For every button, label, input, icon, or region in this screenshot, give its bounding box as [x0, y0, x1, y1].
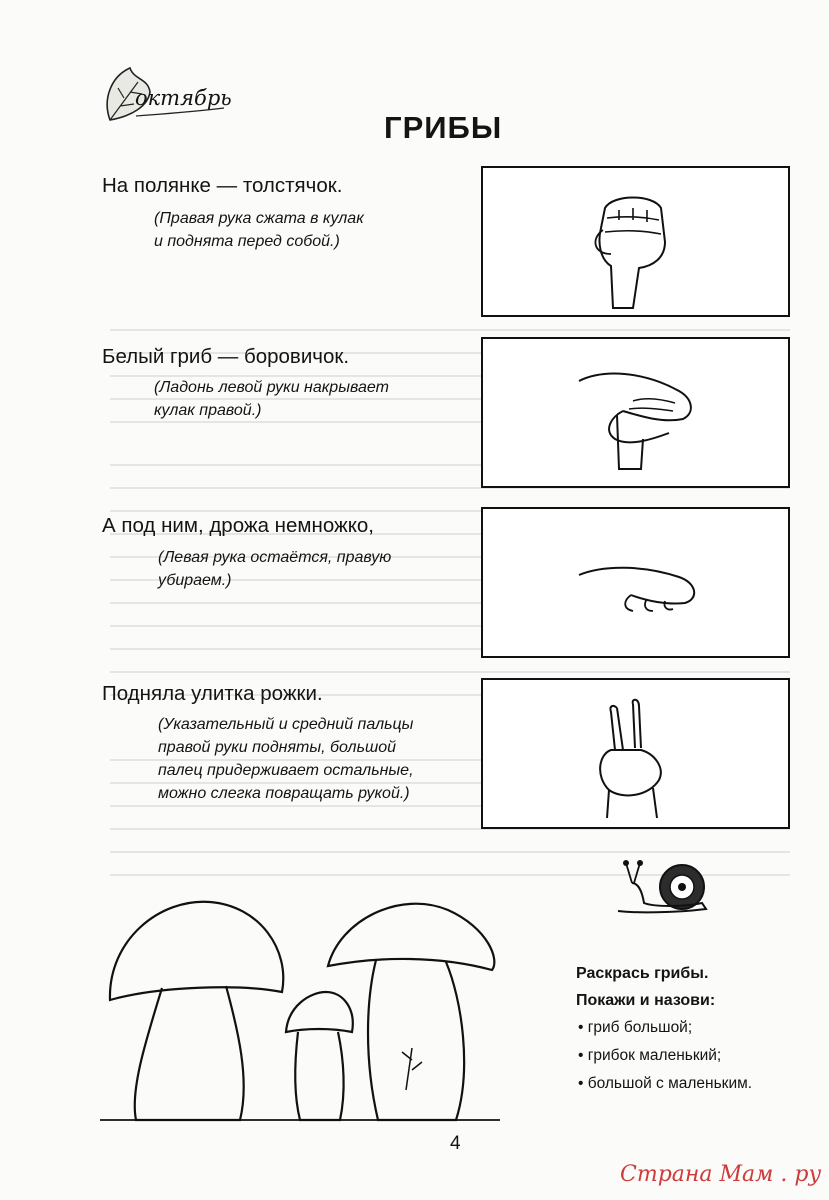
palm-covering-fist-icon: [483, 339, 788, 486]
palm-down-icon: [483, 509, 788, 656]
name-task-list: [578, 1014, 752, 1098]
big-mushroom-left: [110, 902, 283, 1120]
color-task-label: Раскрась грибы.: [576, 965, 709, 982]
verse-3-line: А под ним, дрожа немножко,: [102, 514, 374, 537]
fist-raised-icon: [483, 168, 788, 315]
list-item: • грибок маленький;: [578, 1042, 752, 1070]
verse-4-instruction: (Указательный и средний пальцы правой руки подняты, большой палец придерживает остальные, можно слегка повращать рукой.): [158, 716, 414, 802]
verse-2-line: Белый гриб — боровичок.: [102, 345, 350, 368]
name-task-heading: Покажи и назови:: [576, 992, 716, 1009]
list-item: • гриб большой;: [578, 1014, 752, 1042]
gesture-single-palm-picture: [481, 507, 790, 658]
gesture-palm-over-fist-picture: [481, 337, 790, 488]
verse-3-instruction: (Левая рука остаётся, правую убираем.): [158, 549, 392, 589]
mushrooms-coloring-picture: [100, 880, 500, 1140]
grass-sprig-icon: [402, 1048, 422, 1090]
page-title: ГРИБЫ: [384, 110, 503, 145]
page-number: 4: [450, 1133, 461, 1154]
month-label: октябрь: [135, 86, 232, 110]
verse-4-line: Подняла улитка рожки.: [102, 682, 323, 705]
site-watermark: Страна Мам . ру: [620, 1162, 822, 1187]
two-fingers-raised-icon: [483, 680, 788, 827]
small-mushroom: [286, 992, 353, 1120]
gesture-fist-picture: [481, 166, 790, 317]
snail-icon: [614, 857, 714, 921]
verse-1-line: На полянке — толстячок.: [102, 174, 343, 197]
verse-1-instruction: (Правая рука сжата в кулак и поднята перед собой.): [154, 210, 364, 250]
gesture-snail-horns-picture: [481, 678, 790, 829]
list-item: • большой с маленьким.: [578, 1070, 752, 1098]
verse-2-instruction: (Ладонь левой руки накрывает кулак правой.): [154, 379, 389, 419]
big-mushroom-right: [328, 904, 494, 1120]
